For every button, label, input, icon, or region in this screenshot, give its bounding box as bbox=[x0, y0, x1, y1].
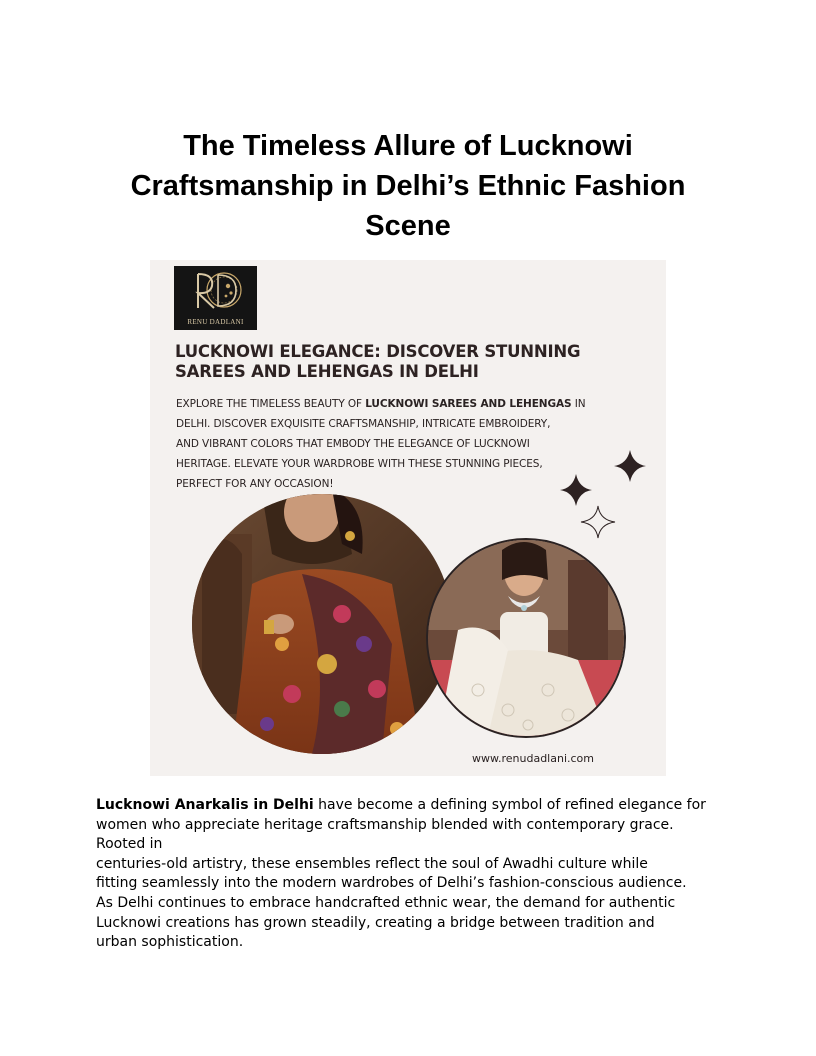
article-lead-link-text: Lucknowi Anarkalis in Delhi bbox=[96, 797, 314, 813]
banner-body-line-5: PERFECT FOR ANY OCCASION! bbox=[176, 478, 334, 490]
title-line-3: Scene bbox=[365, 210, 451, 242]
banner-headline bbox=[175, 342, 645, 382]
article-line-2: women who appreciate heritage craftsmanship blended with contemporary grace. bbox=[96, 816, 674, 833]
banner-body-text: EXPLORE THE TIMELESS BEAUTY OF bbox=[176, 398, 366, 410]
article-line-6: As Delhi continues to embrace handcrafted ethnic wear, the demand for authentic bbox=[96, 894, 676, 911]
sparkle-outline-icon bbox=[581, 506, 615, 538]
banner-body-line-4: HERITAGE. ELEVATE YOUR WARDROBE WITH THESE STUNNING PIECES, bbox=[176, 458, 543, 470]
sparkle-icons bbox=[550, 450, 660, 550]
sparkle-icon bbox=[560, 474, 592, 506]
banner-body-line-3: AND VIBRANT COLORS THAT EMBODY THE ELEGANCE OF LUCKNOWI bbox=[176, 438, 530, 450]
banner-headline-line-1: LUCKNOWI ELEGANCE: DISCOVER STUNNING bbox=[175, 342, 581, 361]
lehenga-model-illustration bbox=[428, 540, 624, 736]
article-line-5: fitting seamlessly into the modern wardrobes of Delhi’s fashion-conscious audience. bbox=[96, 875, 687, 892]
logo-monogram-icon bbox=[174, 266, 257, 318]
title-line-2: Craftsmanship in Delhi’s Ethnic Fashion bbox=[130, 170, 686, 202]
saree-model-illustration bbox=[192, 494, 452, 754]
page-title bbox=[60, 126, 756, 246]
article-line-3: Rooted in bbox=[96, 836, 163, 853]
logo-wordmark: RENU DADLANI bbox=[187, 318, 244, 326]
banner-body-line-2: DELHI. DISCOVER EXQUISITE CRAFTSMANSHIP, INTRICATE EMBROIDERY, bbox=[176, 418, 551, 430]
banner-body-text: IN bbox=[571, 398, 586, 410]
sparkle-icon bbox=[614, 450, 646, 482]
brand-logo bbox=[174, 266, 257, 330]
model-lehenga-photo bbox=[426, 538, 626, 738]
banner-headline-line-2: SAREES AND LEHENGAS IN DELHI bbox=[175, 362, 479, 381]
banner-body-line-1 bbox=[176, 398, 586, 410]
banner-body-emphasis: LUCKNOWI SAREES AND LEHENGAS bbox=[365, 398, 572, 410]
promo-banner-image bbox=[150, 260, 666, 776]
article-line-4: centuries-old artistry, these ensembles reflect the soul of Awadhi culture while bbox=[96, 855, 648, 872]
article-line-8: urban sophistication. bbox=[96, 934, 244, 951]
website-url: www.renudadlani.com bbox=[472, 752, 594, 765]
model-saree-photo bbox=[192, 494, 452, 754]
article-line-1 bbox=[96, 796, 736, 816]
article-line-7: Lucknowi creations has grown steadily, creating a bridge between tradition and bbox=[96, 914, 655, 931]
article-text: have become a defining symbol of refined elegance for bbox=[313, 797, 706, 813]
title-line-1: The Timeless Allure of Lucknowi bbox=[183, 130, 633, 162]
article-paragraph bbox=[96, 796, 736, 953]
